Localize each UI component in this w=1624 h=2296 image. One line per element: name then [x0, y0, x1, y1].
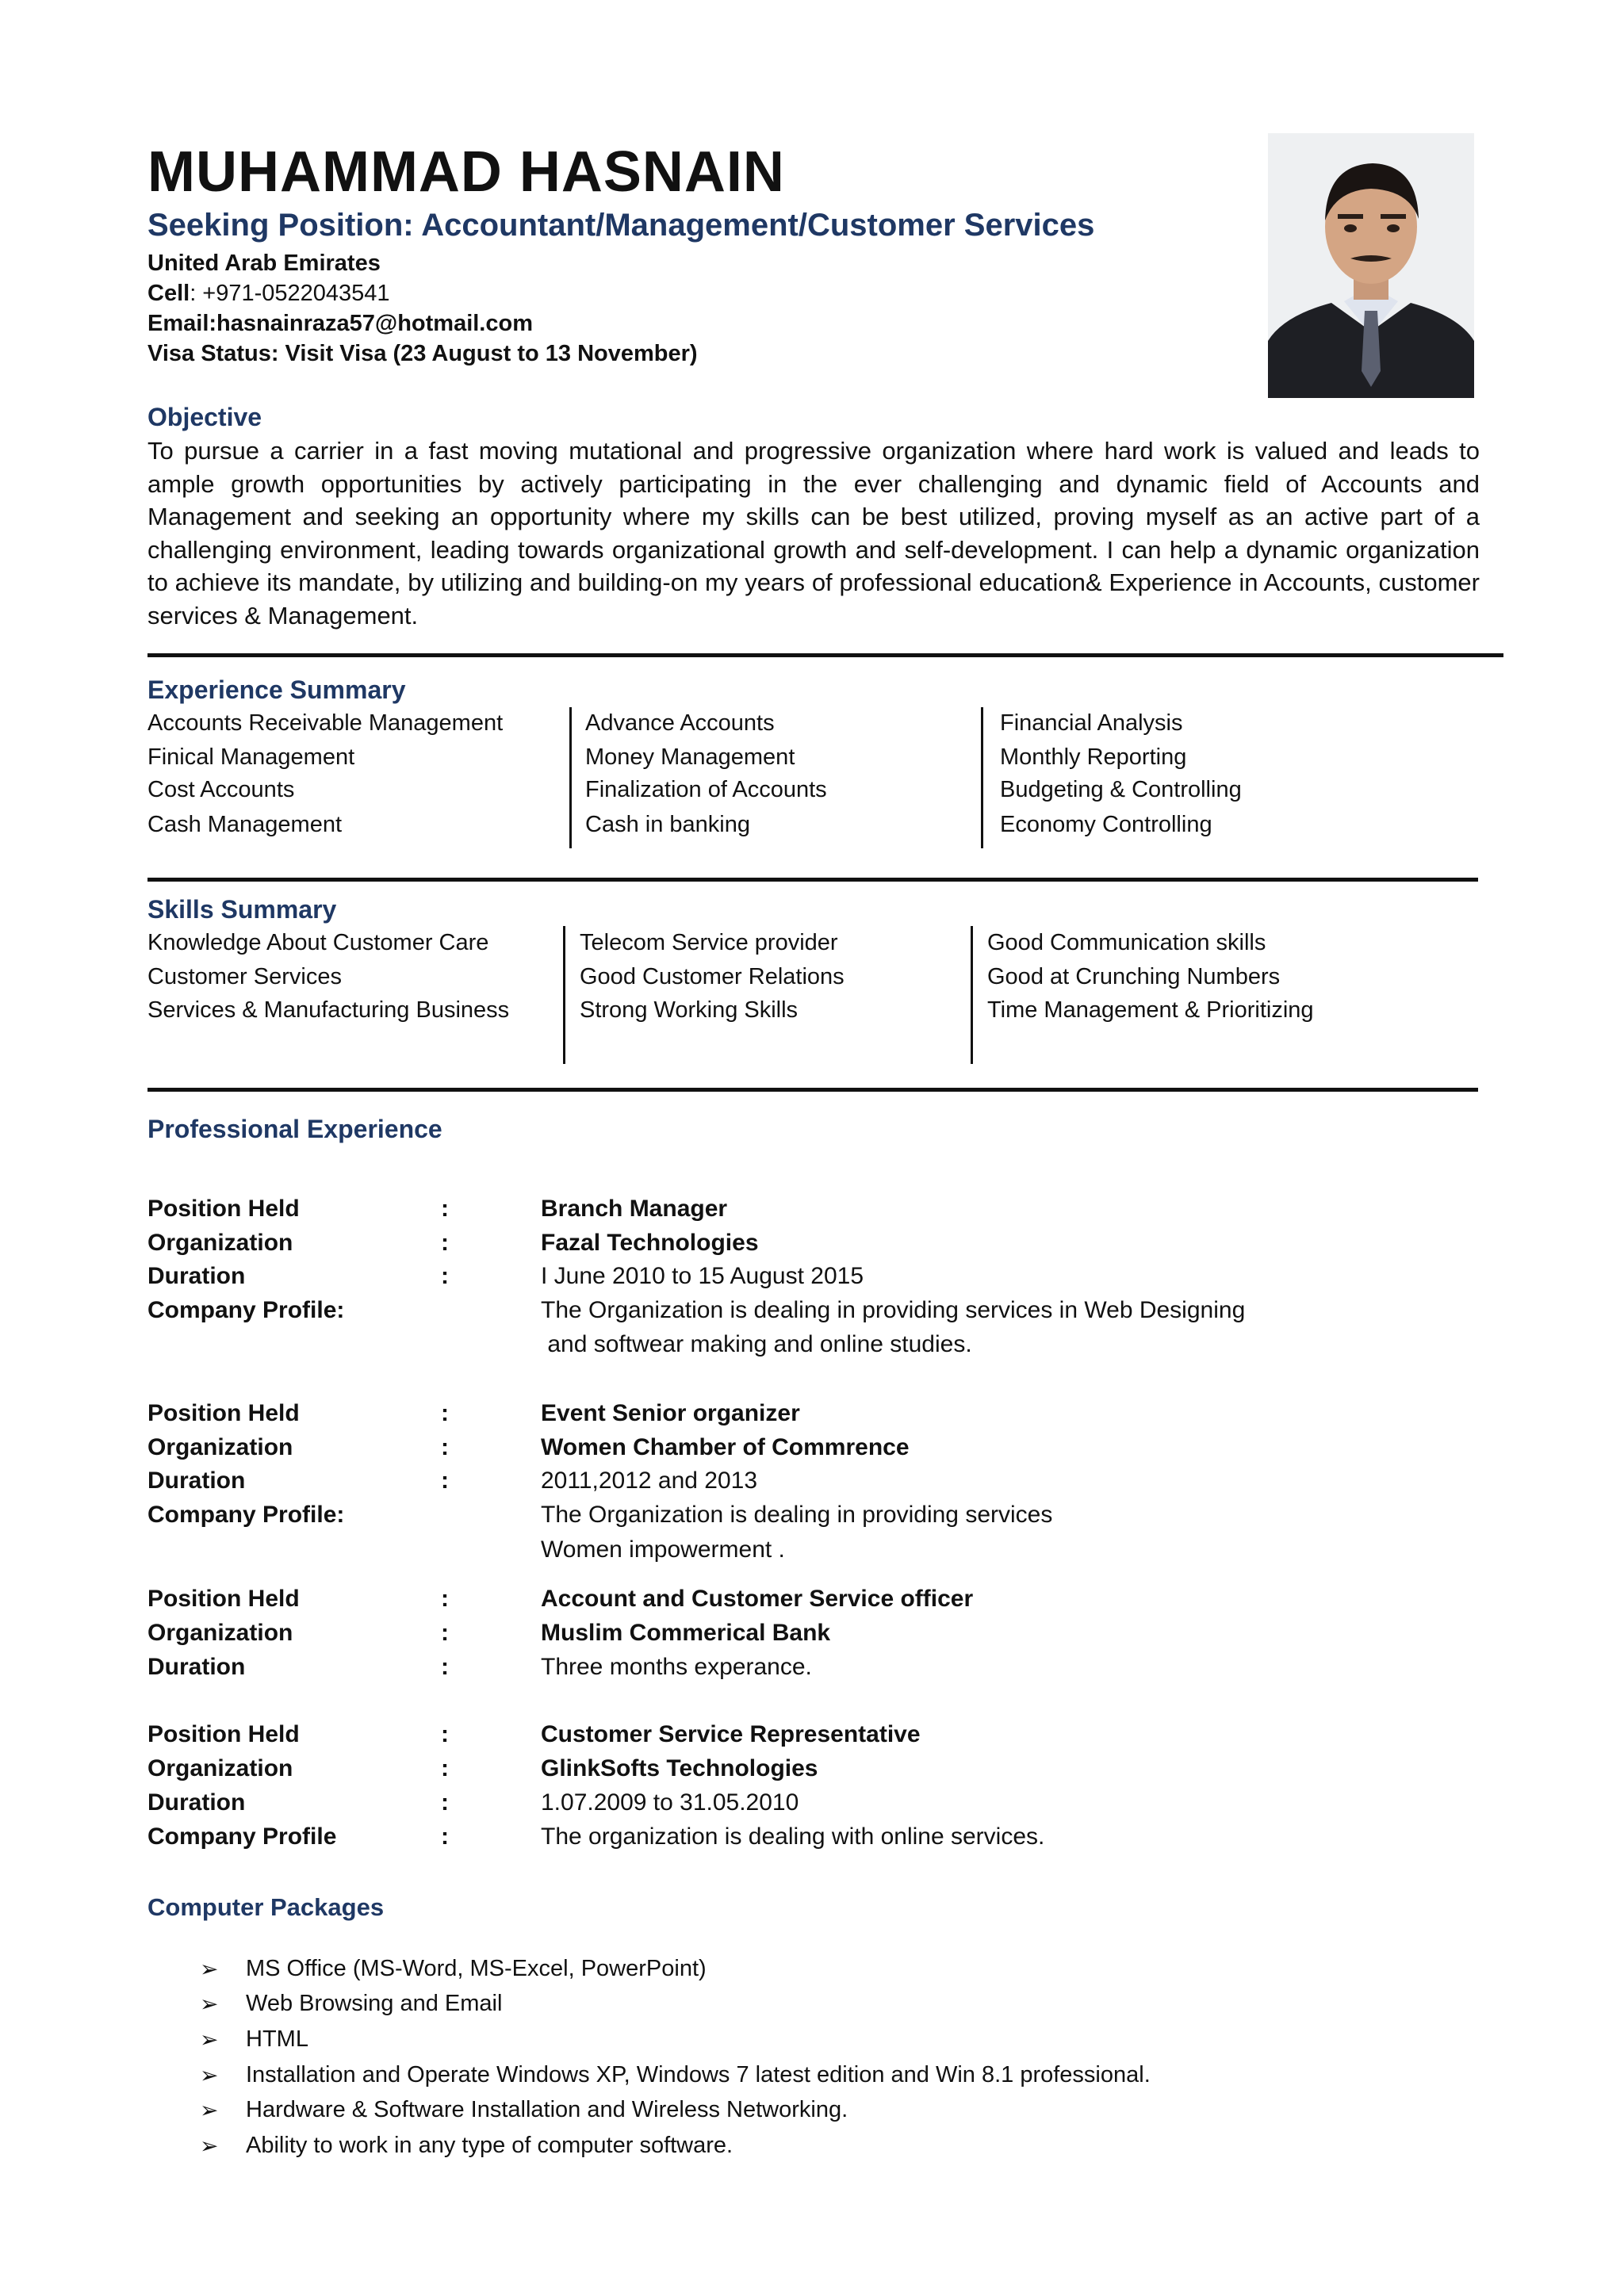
- experience-item: Budgeting & Controlling: [1000, 777, 1242, 802]
- skill-item: Time Management & Prioritizing: [987, 997, 1314, 1023]
- position-label: Position Held: [147, 1586, 300, 1612]
- skill-item: Customer Services: [147, 964, 342, 989]
- duration-value: Three months experance.: [541, 1654, 812, 1680]
- arrow-bullet-icon: ➢: [200, 2063, 219, 2087]
- arrow-bullet-icon: ➢: [200, 2027, 219, 2052]
- organization-value: Fazal Technologies: [541, 1230, 759, 1256]
- experience-item: Financial Analysis: [1000, 710, 1183, 736]
- experience-item: Economy Controlling: [1000, 812, 1212, 837]
- duration-value: I June 2010 to 15 August 2015: [541, 1263, 864, 1289]
- computer-packages-heading: Computer Packages: [147, 1893, 385, 1921]
- arrow-bullet-icon: ➢: [200, 1992, 219, 2016]
- email-line: [147, 311, 533, 337]
- arrow-bullet-icon: ➢: [200, 2098, 219, 2122]
- colon: :: [441, 1434, 449, 1460]
- cell-label: Cell: [147, 281, 190, 306]
- candidate-name: MUHAMMAD HASNAIN: [147, 140, 785, 204]
- objective-text: To pursue a carrier in a fast moving mutational and progressive organization where hard work is valued and leads to ample growth opportunities by actively participating in the ever challenging and dynamic field of Accounts and Management and seeking an opportunity where my skills can be best utilized, proving myself as an active part of a challenging environment, leading towards organizational growth and self-development. I can help a dynamic organization to achieve its mandate, by utilizing and building-on my years of professional education& Experience in Accounts, customer services & Management.: [147, 437, 1480, 629]
- company-profile-label: Company Profile:: [147, 1502, 345, 1528]
- company-profile-value: and softwear making and online studies.: [541, 1331, 972, 1357]
- organization-value: Muslim Commerical Bank: [541, 1620, 831, 1646]
- column-divider: [563, 926, 565, 1064]
- organization-label: Organization: [147, 1230, 293, 1256]
- visa-status: Visa Status: Visit Visa (23 August to 13 November): [147, 341, 698, 366]
- skill-item: Telecom Service provider: [580, 930, 838, 955]
- column-divider: [569, 707, 572, 848]
- colon: :: [441, 1468, 449, 1494]
- package-item: Installation and Operate Windows XP, Windows 7 latest edition and Win 8.1 professional.: [246, 2062, 1151, 2087]
- arrow-bullet-icon: ➢: [200, 2133, 219, 2158]
- colon: :: [441, 1755, 449, 1781]
- experience-item: Cost Accounts: [147, 777, 295, 802]
- company-profile-value: The organization is dealing with online services.: [541, 1823, 1045, 1850]
- position-value: Event Senior organizer: [541, 1400, 800, 1426]
- colon: :: [441, 1654, 449, 1680]
- position-label: Position Held: [147, 1400, 300, 1426]
- colon: :: [441, 1196, 449, 1222]
- colon: :: [441, 1823, 449, 1850]
- column-divider: [971, 926, 973, 1064]
- experience-item: Cash in banking: [585, 812, 750, 837]
- experience-item: Advance Accounts: [585, 710, 775, 736]
- skill-item: Good Customer Relations: [580, 964, 845, 989]
- position-label: Position Held: [147, 1196, 300, 1222]
- colon: :: [441, 1230, 449, 1256]
- cell-line: [147, 281, 390, 307]
- arrow-bullet-icon: ➢: [200, 1957, 219, 1981]
- experience-item: Money Management: [585, 744, 795, 770]
- email-value: :hasnainraza57@hotmail.com: [209, 311, 533, 336]
- colon: :: [441, 1263, 449, 1289]
- professional-experience-heading: Professional Experience: [147, 1115, 442, 1143]
- position-value: Account and Customer Service officer: [541, 1586, 974, 1612]
- package-item: HTML: [246, 2026, 308, 2052]
- experience-summary-heading: Experience Summary: [147, 675, 406, 704]
- experience-item: Monthly Reporting: [1000, 744, 1187, 770]
- colon: :: [441, 1586, 449, 1612]
- divider: [147, 653, 1503, 657]
- package-item: Ability to work in any type of computer software.: [246, 2133, 733, 2158]
- company-profile-value: Women impowerment .: [541, 1536, 785, 1563]
- duration-label: Duration: [147, 1789, 246, 1816]
- organization-value: Women Chamber of Commrence: [541, 1434, 910, 1460]
- column-divider: [981, 707, 983, 848]
- colon: :: [441, 1721, 449, 1747]
- company-profile-label: Company Profile:: [147, 1297, 345, 1323]
- skill-item: Services & Manufacturing Business: [147, 997, 510, 1023]
- skill-item: Strong Working Skills: [580, 997, 799, 1023]
- skill-item: Knowledge About Customer Care: [147, 930, 489, 955]
- experience-item: Finical Management: [147, 744, 355, 770]
- seeking-position: Seeking Position: Accountant/Management/Customer Services: [147, 208, 1095, 243]
- divider: [147, 878, 1478, 882]
- company-profile-label: Company Profile: [147, 1823, 337, 1850]
- package-item: Hardware & Software Installation and Wireless Networking.: [246, 2097, 848, 2122]
- experience-item: Cash Management: [147, 812, 343, 837]
- skill-item: Good Communication skills: [987, 930, 1266, 955]
- organization-label: Organization: [147, 1755, 293, 1781]
- position-value: Branch Manager: [541, 1196, 728, 1222]
- duration-label: Duration: [147, 1263, 246, 1289]
- objective-heading: Objective: [147, 403, 262, 431]
- duration-label: Duration: [147, 1654, 246, 1680]
- package-item: MS Office (MS-Word, MS-Excel, PowerPoint): [246, 1956, 707, 1981]
- organization-value: GlinkSofts Technologies: [541, 1755, 818, 1781]
- skill-item: Good at Crunching Numbers: [987, 964, 1281, 989]
- location: United Arab Emirates: [147, 251, 381, 276]
- profile-photo: [1268, 133, 1474, 398]
- duration-label: Duration: [147, 1468, 246, 1494]
- colon: :: [441, 1789, 449, 1816]
- position-value: Customer Service Representative: [541, 1721, 921, 1747]
- divider: [147, 1088, 1478, 1092]
- company-profile-value: The Organization is dealing in providing services in Web Designing: [541, 1297, 1246, 1323]
- duration-value: 2011,2012 and 2013: [541, 1468, 758, 1494]
- organization-label: Organization: [147, 1434, 293, 1460]
- position-label: Position Held: [147, 1721, 300, 1747]
- package-item: Web Browsing and Email: [246, 1991, 503, 2016]
- experience-item: Accounts Receivable Management: [147, 710, 504, 736]
- duration-value: 1.07.2009 to 31.05.2010: [541, 1789, 799, 1816]
- colon: :: [441, 1620, 449, 1646]
- experience-item: Finalization of Accounts: [585, 777, 827, 802]
- email-label: Email: [147, 311, 209, 336]
- organization-label: Organization: [147, 1620, 293, 1646]
- colon: :: [441, 1400, 449, 1426]
- company-profile-value: The Organization is dealing in providing services: [541, 1502, 1053, 1528]
- cell-value: : +971-0522043541: [190, 281, 390, 306]
- skills-summary-heading: Skills Summary: [147, 895, 337, 924]
